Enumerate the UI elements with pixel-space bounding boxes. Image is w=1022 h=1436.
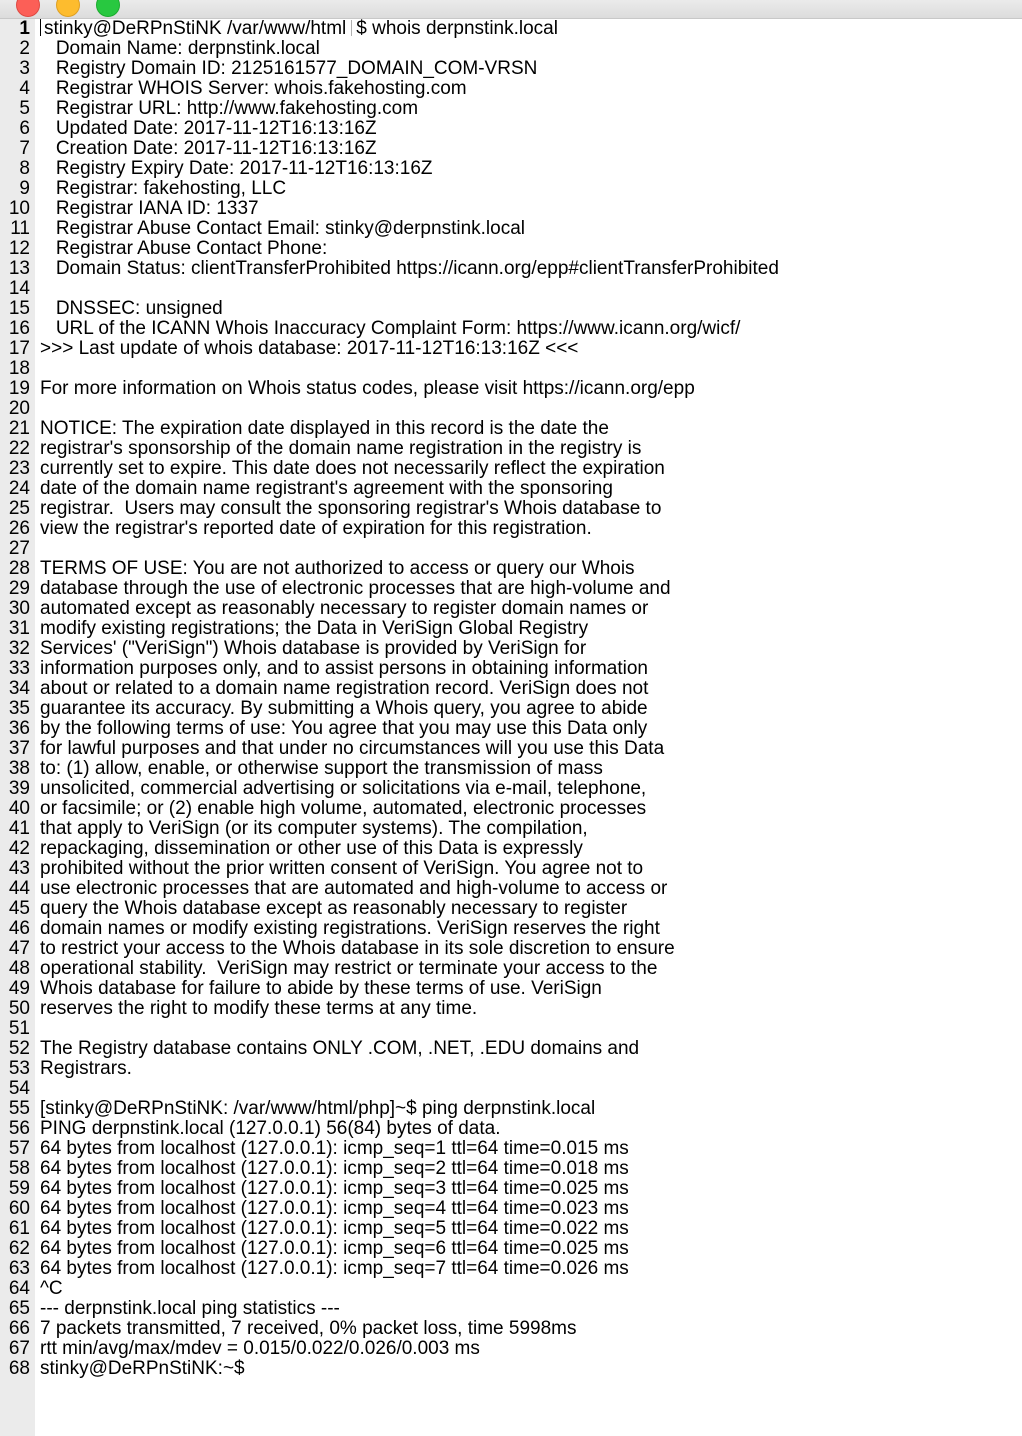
close-window-button[interactable] (16, 0, 40, 17)
editor-line (0, 559, 1022, 579)
editor-line (0, 599, 1022, 619)
line-number: 14 (8, 278, 30, 299)
editor-line (0, 399, 1022, 419)
line-text: 64 bytes from localhost (127.0.0.1): icmp_seq=2 ttl=64 time=0.018 ms (40, 1159, 629, 1179)
line-text: Updated Date: 2017-11-12T16:13:16Z (40, 119, 377, 139)
line-text: currently set to expire. This date does not necessarily reflect the expiration (40, 459, 665, 479)
editor-line (0, 619, 1022, 639)
editor-line (0, 1259, 1022, 1279)
editor-line (0, 319, 1022, 339)
line-number: 23 (8, 458, 30, 479)
editor-line (0, 299, 1022, 319)
editor-line (0, 139, 1022, 159)
editor-line (0, 799, 1022, 819)
editor-line (0, 679, 1022, 699)
line-number: 19 (8, 378, 30, 399)
line-text: 64 bytes from localhost (127.0.0.1): icmp_seq=4 ttl=64 time=0.023 ms (40, 1199, 629, 1219)
line-number: 34 (8, 678, 30, 699)
line-number: 38 (8, 758, 30, 779)
line-number: 13 (8, 258, 30, 279)
line-number: 63 (8, 1258, 30, 1279)
editor-line (0, 1019, 1022, 1039)
line-number: 66 (8, 1318, 30, 1339)
line-text: modify existing registrations; the Data in VeriSign Global Registry (40, 619, 589, 639)
line-text: Domain Name: derpnstink.local (40, 39, 320, 59)
line-text (40, 19, 1022, 39)
line-text: NOTICE: The expiration date displayed in this record is the date the (40, 419, 609, 439)
line-text: >>> Last update of whois database: 2017-11-12T16:13:16Z <<< (40, 339, 579, 359)
line-text: unsolicited, commercial advertising or solicitations via e-mail, telephone, (40, 779, 647, 799)
line-number: 41 (8, 818, 30, 839)
line-number: 26 (8, 518, 30, 539)
line-number: 10 (8, 198, 30, 219)
line-number: 67 (8, 1338, 30, 1359)
line-text: Registrar: fakehosting, LLC (40, 179, 287, 199)
line-text: information purposes only, and to assist persons in obtaining information (40, 659, 648, 679)
editor-line (0, 419, 1022, 439)
line-number: 2 (19, 38, 30, 59)
line-number: 56 (8, 1118, 30, 1139)
line-number: 68 (8, 1358, 30, 1379)
line-number: 47 (8, 938, 30, 959)
title-bar (0, 0, 1022, 19)
editor-line (0, 499, 1022, 519)
line-number: 16 (8, 318, 30, 339)
line-text (40, 279, 1022, 299)
line-text: Whois database for failure to abide by these terms of use. VeriSign (40, 979, 602, 999)
line-number: 42 (8, 838, 30, 859)
editor-line (0, 759, 1022, 779)
line-number: 9 (19, 178, 30, 199)
editor-line (0, 479, 1022, 499)
line-number: 59 (8, 1178, 30, 1199)
line-number: 28 (8, 558, 30, 579)
line-text: to: (1) allow, enable, or otherwise support the transmission of mass (40, 759, 603, 779)
line-text: --- derpnstink.local ping statistics --- (40, 1299, 340, 1319)
line-text: 64 bytes from localhost (127.0.0.1): icmp_seq=5 ttl=64 time=0.022 ms (40, 1219, 629, 1239)
line-number: 31 (8, 618, 30, 639)
line-text (40, 1019, 1022, 1039)
line-text: 64 bytes from localhost (127.0.0.1): icmp_seq=3 ttl=64 time=0.025 ms (40, 1179, 629, 1199)
editor-line (0, 439, 1022, 459)
command-text: $ whois derpnstink.local (356, 19, 558, 39)
editor-line (0, 119, 1022, 139)
line-number: 60 (8, 1198, 30, 1219)
editor-line (0, 999, 1022, 1019)
line-number: 3 (19, 58, 30, 79)
editor-line (0, 99, 1022, 119)
editor-line (0, 219, 1022, 239)
zoom-window-button[interactable] (96, 0, 120, 17)
editor-line (0, 859, 1022, 879)
editor-line (0, 959, 1022, 979)
line-text: 7 packets transmitted, 7 received, 0% packet loss, time 5998ms (40, 1319, 577, 1339)
editor-line (0, 579, 1022, 599)
line-text: [stinky@DeRPnStiNK: /var/www/html/php]~$ ping derpnstink.local (40, 1099, 596, 1119)
editor-line (0, 659, 1022, 679)
editor-line (0, 639, 1022, 659)
line-number: 11 (10, 218, 30, 239)
editor-line (0, 279, 1022, 299)
editor-line (0, 899, 1022, 919)
line-text: TERMS OF USE: You are not authorized to access or query our Whois (40, 559, 635, 579)
line-text: PING derpnstink.local (127.0.0.1) 56(84) bytes of data. (40, 1119, 501, 1139)
editor-line (0, 259, 1022, 279)
editor-line (0, 979, 1022, 999)
editor-line (0, 379, 1022, 399)
prompt-text: stinky@DeRPnStiNK /var/www/html (44, 19, 347, 39)
line-text: 64 bytes from localhost (127.0.0.1): icmp_seq=1 ttl=64 time=0.015 ms (40, 1139, 629, 1159)
text-cursor (40, 19, 41, 36)
line-text: that apply to VeriSign (or its computer systems). The compilation, (40, 819, 588, 839)
line-number: 46 (8, 918, 30, 939)
line-number: 61 (8, 1218, 30, 1239)
editor-line (0, 159, 1022, 179)
line-text (40, 539, 1022, 559)
line-text: 64 bytes from localhost (127.0.0.1): icmp_seq=6 ttl=64 time=0.025 ms (40, 1239, 629, 1259)
editor-line (0, 719, 1022, 739)
line-text: Services' ("VeriSign") Whois database is provided by VeriSign for (40, 639, 587, 659)
line-number: 58 (8, 1158, 30, 1179)
line-number: 54 (8, 1078, 30, 1099)
line-number: 40 (8, 798, 30, 819)
editor-line (0, 919, 1022, 939)
editor-line (0, 359, 1022, 379)
editor-line (0, 39, 1022, 59)
editor-line (0, 699, 1022, 719)
minimize-window-button[interactable] (56, 0, 80, 17)
line-number: 44 (8, 878, 30, 899)
editor-line (0, 79, 1022, 99)
line-text: repackaging, dissemination or other use of this Data is expressly (40, 839, 583, 859)
line-text: rtt min/avg/max/mdev = 0.015/0.022/0.026/0.003 ms (40, 1339, 480, 1359)
line-text: registrar's sponsorship of the domain name registration in the registry is (40, 439, 642, 459)
line-text: Registrar WHOIS Server: whois.fakehosting.com (40, 79, 467, 99)
editor-line (0, 1159, 1022, 1179)
editor-line (0, 1059, 1022, 1079)
line-number: 24 (8, 478, 30, 499)
line-number: 35 (8, 698, 30, 719)
selection-marker (351, 20, 352, 36)
line-number: 20 (8, 398, 30, 419)
line-text: DNSSEC: unsigned (40, 299, 223, 319)
editor-line (0, 819, 1022, 839)
line-number: 37 (8, 738, 30, 759)
line-text: ^C (40, 1279, 63, 1299)
line-number: 33 (8, 658, 30, 679)
editor-line (0, 1339, 1022, 1359)
line-number: 45 (8, 898, 30, 919)
line-text: Registry Expiry Date: 2017-11-12T16:13:16Z (40, 159, 433, 179)
line-text: Registry Domain ID: 2125161577_DOMAIN_COM-VRSN (40, 59, 538, 79)
line-text: Registrar Abuse Contact Phone: (40, 239, 328, 259)
line-text: about or related to a domain name registration record. VeriSign does not (40, 679, 649, 699)
line-text (40, 399, 1022, 419)
line-number: 64 (8, 1278, 30, 1299)
editor-line (0, 1319, 1022, 1339)
line-number: 57 (8, 1138, 30, 1159)
line-number: 48 (8, 958, 30, 979)
editor-line (0, 1359, 1022, 1379)
line-text: Registrar URL: http://www.fakehosting.com (40, 99, 419, 119)
editor-text-area[interactable] (0, 19, 1022, 1379)
line-number: 30 (8, 598, 30, 619)
editor-line (0, 1179, 1022, 1199)
line-number: 18 (8, 358, 30, 379)
line-text: or facsimile; or (2) enable high volume, automated, electronic processes (40, 799, 647, 819)
line-number: 53 (8, 1058, 30, 1079)
editor-line (0, 879, 1022, 899)
line-number: 27 (8, 538, 30, 559)
line-text (40, 359, 1022, 379)
editor-line (0, 1099, 1022, 1119)
line-text: to restrict your access to the Whois database in its sole discretion to ensure (40, 939, 675, 959)
editor-line (0, 19, 1022, 39)
line-number: 39 (8, 778, 30, 799)
line-text: reserves the right to modify these terms at any time. (40, 999, 478, 1019)
editor-line (0, 1139, 1022, 1159)
line-text: The Registry database contains ONLY .COM, .NET, .EDU domains and (40, 1039, 640, 1059)
line-text: Creation Date: 2017-11-12T16:13:16Z (40, 139, 377, 159)
editor-line (0, 839, 1022, 859)
line-number: 25 (8, 498, 30, 519)
line-number: 49 (8, 978, 30, 999)
line-text: view the registrar's reported date of expiration for this registration. (40, 519, 592, 539)
line-number: 7 (19, 138, 30, 159)
line-number: 15 (8, 298, 30, 319)
line-text (40, 1079, 1022, 1099)
editor-line (0, 179, 1022, 199)
editor-line (0, 59, 1022, 79)
line-number: 36 (8, 718, 30, 739)
line-text: stinky@DeRPnStiNK:~$ (40, 1359, 245, 1379)
line-number: 1 (19, 18, 30, 39)
editor-line (0, 1119, 1022, 1139)
line-number: 22 (8, 438, 30, 459)
line-number: 6 (19, 118, 30, 139)
line-text: Domain Status: clientTransferProhibited https://icann.org/epp#clientTransferProhibited (40, 259, 779, 279)
line-text: Registrar IANA ID: 1337 (40, 199, 259, 219)
editor-line (0, 519, 1022, 539)
line-number: 51 (8, 1018, 30, 1039)
line-text: 64 bytes from localhost (127.0.0.1): icmp_seq=7 ttl=64 time=0.026 ms (40, 1259, 629, 1279)
line-number: 8 (19, 158, 30, 179)
editor-line (0, 199, 1022, 219)
editor-line (0, 779, 1022, 799)
line-number: 17 (8, 338, 30, 359)
line-text: date of the domain name registrant's agreement with the sponsoring (40, 479, 613, 499)
editor-line (0, 1199, 1022, 1219)
line-text: automated except as reasonably necessary to register domain names or (40, 599, 649, 619)
line-text: Registrars. (40, 1059, 132, 1079)
editor-line (0, 1219, 1022, 1239)
line-number: 55 (8, 1098, 30, 1119)
line-number: 62 (8, 1238, 30, 1259)
line-number: 29 (8, 578, 30, 599)
line-number: 12 (8, 238, 30, 259)
line-text: by the following terms of use: You agree that you may use this Data only (40, 719, 648, 739)
line-number: 4 (19, 78, 30, 99)
line-text: database through the use of electronic processes that are high-volume and (40, 579, 671, 599)
line-text: domain names or modify existing registrations. VeriSign reserves the right (40, 919, 660, 939)
editor-line (0, 1039, 1022, 1059)
line-number: 50 (8, 998, 30, 1019)
line-number: 32 (8, 638, 30, 659)
line-text: registrar. Users may consult the sponsoring registrar's Whois database to (40, 499, 662, 519)
line-text: for lawful purposes and that under no circumstances will you use this Data (40, 739, 665, 759)
line-text: query the Whois database except as reasonably necessary to register (40, 899, 628, 919)
editor-line (0, 1239, 1022, 1259)
line-number: 52 (8, 1038, 30, 1059)
editor-line (0, 459, 1022, 479)
line-number: 5 (19, 98, 30, 119)
editor-line (0, 339, 1022, 359)
editor-line (0, 1279, 1022, 1299)
editor-line (0, 1299, 1022, 1319)
line-text: For more information on Whois status codes, please visit https://icann.org/epp (40, 379, 695, 399)
editor-line (0, 539, 1022, 559)
line-text: use electronic processes that are automated and high-volume to access or (40, 879, 668, 899)
line-text: operational stability. VeriSign may restrict or terminate your access to the (40, 959, 658, 979)
line-text: guarantee its accuracy. By submitting a Whois query, you agree to abide (40, 699, 648, 719)
line-number: 65 (8, 1298, 30, 1319)
line-text: URL of the ICANN Whois Inaccuracy Complaint Form: https://www.icann.org/wicf/ (40, 319, 741, 339)
line-text: prohibited without the prior written consent of VeriSign. You agree not to (40, 859, 644, 879)
editor-line (0, 739, 1022, 759)
editor-line (0, 1079, 1022, 1099)
editor-line (0, 239, 1022, 259)
line-number: 21 (8, 418, 30, 439)
line-text: Registrar Abuse Contact Email: stinky@derpnstink.local (40, 219, 525, 239)
line-number: 43 (8, 858, 30, 879)
editor-line (0, 939, 1022, 959)
